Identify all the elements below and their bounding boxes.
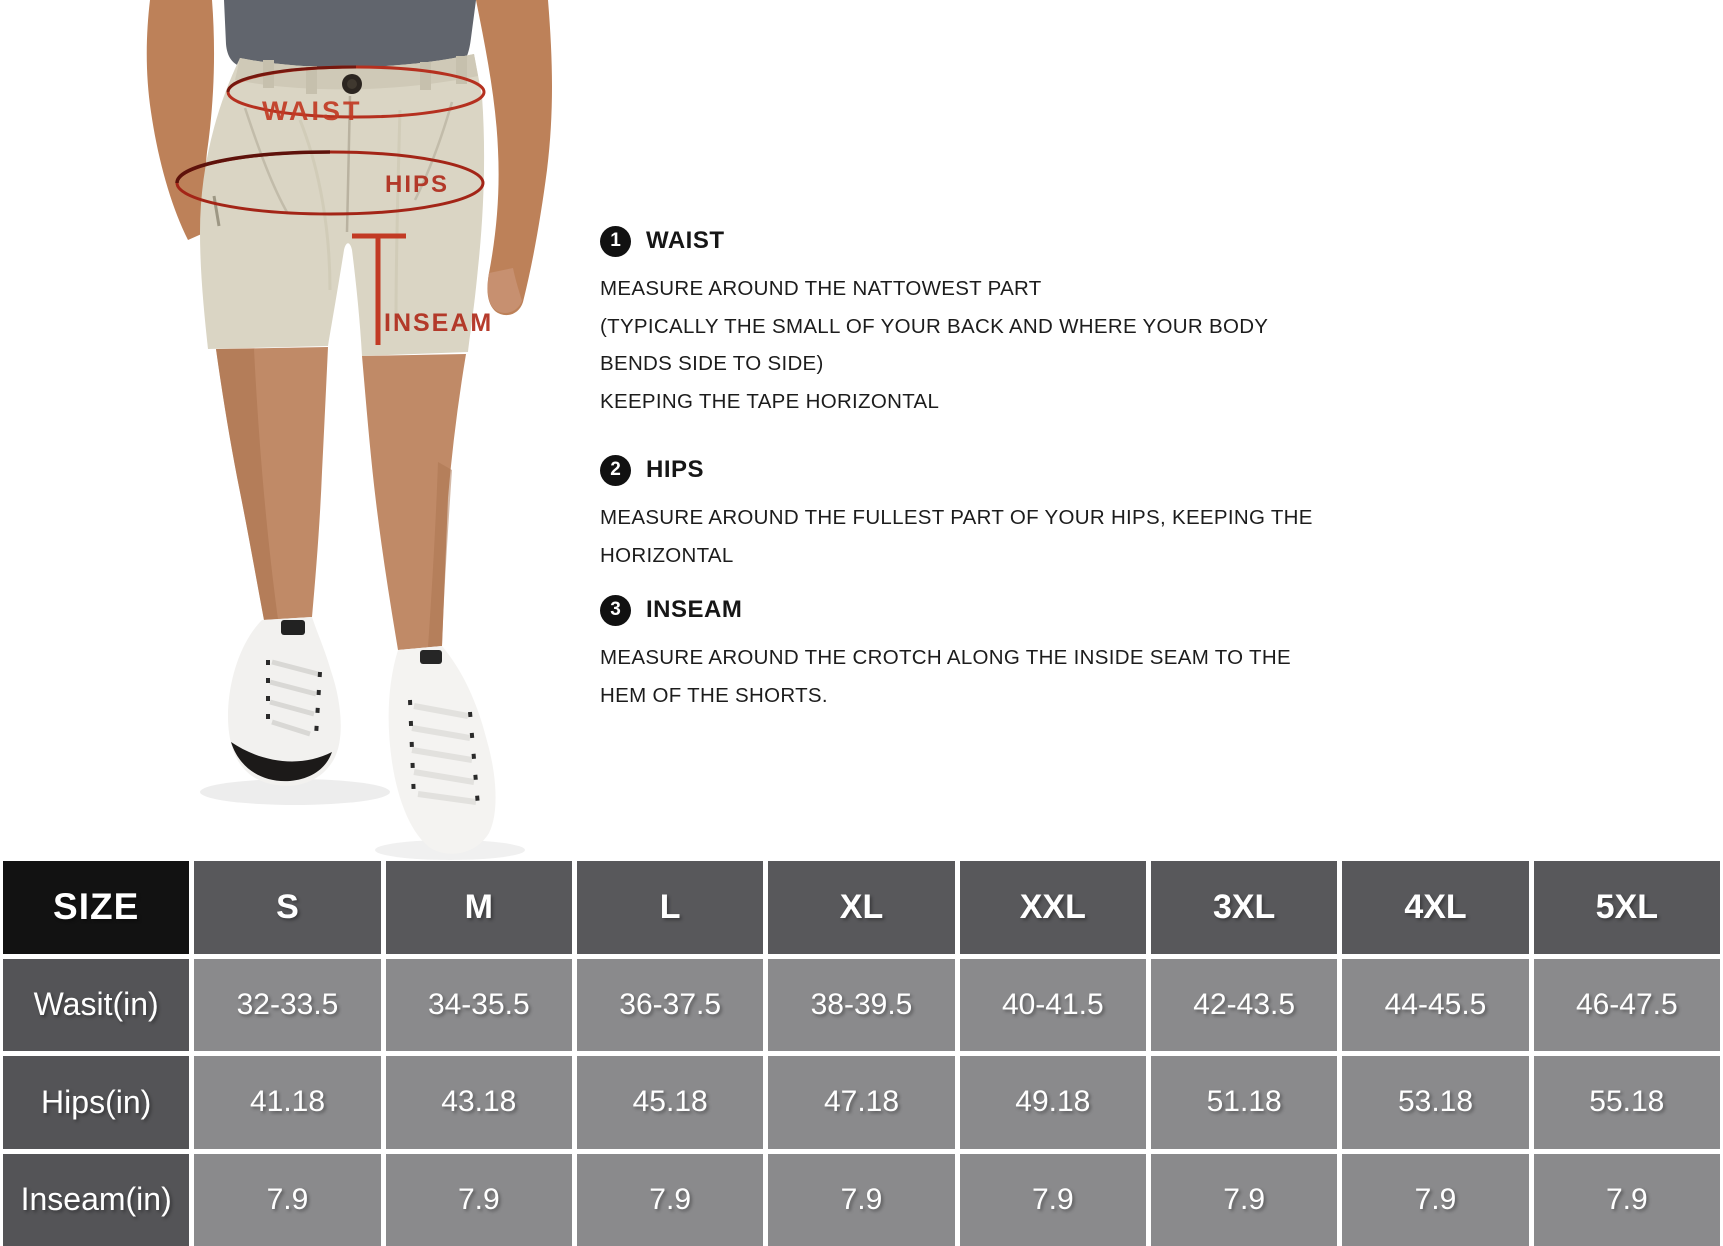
instruction-inseam	[600, 594, 1380, 714]
instruction-inseam-heading	[600, 594, 1380, 626]
instruction-hips	[600, 454, 1380, 574]
instruction-text-line: KEEPING THE TAPE HORIZONTAL	[600, 389, 940, 413]
inseam-label: INSEAM	[384, 309, 494, 337]
instruction-text-line: HEM OF THE SHORTS.	[600, 683, 828, 707]
col-header-5xl: 5XL	[1534, 861, 1720, 954]
inseam-value: 7.9	[386, 1154, 572, 1246]
step-3-badge: 3	[600, 595, 631, 626]
inseam-value: 7.9	[194, 1154, 380, 1246]
inseam-value: 7.9	[1151, 1154, 1337, 1246]
inseam-value: 7.9	[1342, 1154, 1528, 1246]
instruction-hips-title: HIPS	[646, 456, 705, 483]
waist-value: 42-43.5	[1151, 959, 1337, 1052]
instruction-text-line: MEASURE AROUND THE NATTOWEST PART	[600, 277, 1042, 300]
instruction-text-line: BENDS SIDE TO SIDE)	[600, 352, 824, 375]
waist-value: 44-45.5	[1342, 959, 1528, 1052]
inseam-value: 7.9	[960, 1154, 1146, 1246]
instruction-hips-heading	[600, 454, 1380, 486]
belt-loop	[420, 62, 431, 90]
step-1-badge: 1	[600, 226, 631, 257]
waist-value: 36-37.5	[577, 959, 763, 1052]
row-label-inseam: Inseam(in)	[3, 1154, 189, 1246]
row-label-waist: Wasit(in)	[3, 959, 189, 1052]
instruction-text-line: MEASURE AROUND THE CROTCH ALONG THE INSIDE SEAM TO THE	[600, 646, 1291, 669]
hips-value: 49.18	[960, 1056, 1146, 1149]
col-header-xxl: XXL	[960, 861, 1146, 954]
waist-label: WAIST	[262, 96, 363, 126]
instruction-text-line: HORIZONTAL	[600, 543, 734, 567]
left-sneaker-tab	[281, 620, 305, 635]
hips-label: HIPS	[385, 171, 450, 198]
waist-value: 46-47.5	[1534, 959, 1720, 1052]
instruction-waist-title: WAIST	[646, 227, 725, 254]
instruction-waist-heading	[600, 225, 1380, 257]
instruction-text-line: MEASURE AROUND THE FULLEST PART OF YOUR HIPS, KEEPING THE	[600, 506, 1313, 529]
inseam-value: 7.9	[1534, 1154, 1720, 1246]
size-chart-table	[0, 861, 1723, 1246]
right-arm	[476, 0, 552, 315]
col-header-s: S	[194, 861, 380, 954]
row-label-hips: Hips(in)	[3, 1056, 189, 1149]
instruction-waist	[600, 225, 1380, 420]
waist-value: 40-41.5	[960, 959, 1146, 1052]
measurement-instructions	[600, 225, 1380, 714]
hips-value: 55.18	[1534, 1056, 1720, 1149]
step-2-badge: 2	[600, 455, 631, 486]
col-header-4xl: 4XL	[1342, 861, 1528, 954]
waist-value: 32-33.5	[194, 959, 380, 1052]
hips-value: 53.18	[1342, 1056, 1528, 1149]
col-header-m: M	[386, 861, 572, 954]
size-header-cell: SIZE	[3, 861, 189, 954]
right-sneaker-tab	[420, 650, 442, 664]
waist-value: 34-35.5	[386, 959, 572, 1052]
hips-value: 43.18	[386, 1056, 572, 1149]
inseam-value: 7.9	[768, 1154, 954, 1246]
col-header-l: L	[577, 861, 763, 954]
col-header-3xl: 3XL	[1151, 861, 1337, 954]
waist-button-ring	[347, 79, 357, 89]
hips-value: 51.18	[1151, 1056, 1337, 1149]
instruction-text-line: (TYPICALLY THE SMALL OF YOUR BACK AND WHERE YOUR BODY	[600, 314, 1269, 338]
instruction-inseam-title: INSEAM	[646, 596, 743, 623]
hips-value: 41.18	[194, 1056, 380, 1149]
right-sneaker	[389, 646, 496, 854]
inseam-value: 7.9	[577, 1154, 763, 1246]
right-leg	[362, 354, 466, 650]
model-photo	[0, 0, 600, 860]
hips-value: 45.18	[577, 1056, 763, 1149]
col-header-xl: XL	[768, 861, 954, 954]
waist-value: 38-39.5	[768, 959, 954, 1052]
hips-value: 47.18	[768, 1056, 954, 1149]
